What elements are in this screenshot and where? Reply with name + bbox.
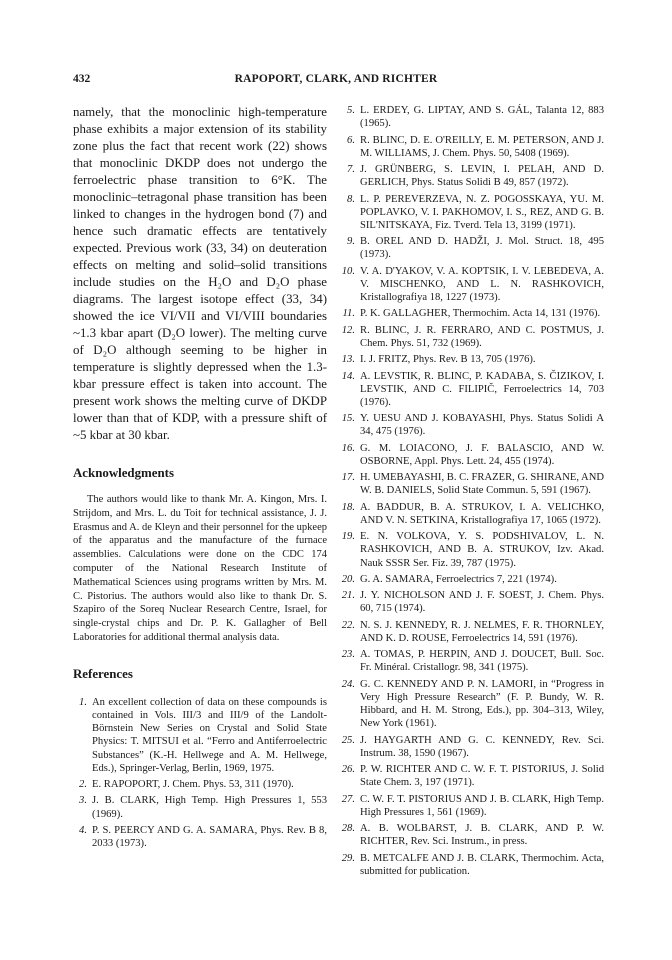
reference-number: 12. — [341, 324, 355, 336]
running-head: RAPOPORT, CLARK, AND RICHTER — [234, 73, 438, 85]
reference-text: Y. UESU AND J. KOBAYASHI, Phys. Status Solidi A 34, 475 (1976). — [360, 413, 604, 438]
reference-text: I. J. FRITZ, Phys. Rev. B 13, 705 (1976). — [360, 354, 536, 366]
reference-item — [341, 412, 604, 438]
reference-text: G. A. SAMARA, Ferroelectrics 7, 221 (1974). — [360, 573, 557, 585]
reference-item — [341, 678, 604, 731]
left-column — [73, 104, 327, 853]
reference-text: H. UMEBAYASHI, B. C. FRAZER, G. SHIRANE, AND W. B. DANIELS, Solid State Commun. 5, 591 (1967). — [360, 472, 604, 497]
reference-text: J. HAYGARTH AND G. C. KENNEDY, Rev. Sci. Instrum. 38, 1590 (1967). — [360, 734, 604, 759]
reference-number: 10. — [341, 265, 355, 277]
reference-text: B. METCALFE AND J. B. CLARK, Thermochim. Acta, submitted for publication. — [360, 852, 604, 877]
reference-item — [341, 822, 604, 848]
reference-text: A. LEVSTIK, R. BLINC, P. KADABA, S. ČIZIKOV, I. LEVSTIK, AND C. FILIPIČ, Ferroelectrics 14, 703 (1976). — [360, 370, 604, 408]
reference-number: 26. — [341, 764, 355, 776]
reference-item — [341, 235, 604, 261]
body-paragraph: namely, that the monoclinic high-temperature phase exhibits a major extension of its stability zone plus the fact that recent work (22) shows that monoclinic DKDP does not undergo the ferroelectric phase transition to 6°K. The monoclinic–tetragonal phase transition has been linked to changes in the hydrogen bond (7) and hence such dramatic effects are tentatively expected. Previous work (33, 34) on deuteration effects on melting and solid–solid transitions include studies on the H₂O and D₂O phase diagrams. The largest isotope effect (33, 34) showed the ice VI/VII and VI/VIII boundaries ~1.3 kbar apart (D₂O lower). The melting curve of D₂O although seeming to be higher in temperature is slightly depressed when the 1.3-kbar pressure effect is taken into account. The present work shows the melting curve of DKDP lower than that of KDP, with a pressure shift of ~5 kbar at 30 kbar. — [73, 105, 327, 442]
reference-item — [341, 193, 604, 233]
reference-text: P. K. GALLAGHER, Thermochim. Acta 14, 131 (1976). — [360, 308, 601, 320]
reference-number: 6. — [347, 134, 355, 146]
reference-item — [341, 619, 604, 645]
reference-number: 24. — [341, 678, 355, 690]
reference-text: E. N. VOLKOVA, Y. S. PODSHIVALOV, L. N. RASHKOVICH, AND B. A. STRUKOV, Izv. Akad. Nauk SSSR Ser. Fiz. 39, 787 (1975). — [360, 531, 604, 569]
reference-text: N. S. J. KENNEDY, R. J. NELMES, F. R. THORNLEY, AND K. D. ROUSE, Ferroelectrics 14, 591 (1976). — [360, 619, 604, 644]
reference-text: V. A. D'YAKOV, V. A. KOPTSIK, I. V. LEBEDEVA, A. V. MISCHENKO, AND L. N. RASHKOVICH, Kristallografiya 18, 1227 (1973). — [360, 265, 604, 304]
reference-item — [341, 307, 604, 320]
reference-item — [341, 471, 604, 497]
reference-text: P. W. RICHTER AND C. W. F. T. PISTORIUS, J. Solid State Chem. 3, 197 (1971). — [360, 764, 604, 789]
reference-number: 8. — [347, 193, 355, 205]
reference-number: 7. — [347, 164, 355, 175]
reference-text: J. B. CLARK, High Temp. High Pressures 1, 553 (1969). — [92, 795, 327, 820]
reference-number: 28. — [341, 823, 355, 835]
reference-text: J. GRÜNBERG, S. LEVIN, I. PELAH, AND D. GERLICH, Phys. Status Solidi B 49, 857 (1972). — [360, 164, 604, 189]
reference-text: A. TOMAS, P. HERPIN, AND J. DOUCET, Bull. Soc. Fr. Minéral. Cristallogr. 98, 341 (1975). — [360, 649, 604, 674]
reference-text: R. BLINC, J. R. FERRARO, AND C. POSTMUS, J. Chem. Phys. 51, 732 (1969). — [360, 324, 604, 349]
reference-item — [341, 265, 604, 305]
reference-number: 27. — [341, 793, 355, 805]
reference-number: 5. — [347, 105, 355, 116]
reference-number: 29. — [341, 852, 355, 864]
acknowledgments-text: The authors would like to thank Mr. A. Kingon, Mrs. I. Strijdom, and Mrs. L. du Toit for technical assistance, J. J. Erasmus and A. de Kleyn and their personnel for the upkeep of the apparatus and the manufacture of the furnace assemblies. Calculations were done on the CDC 174 computer of the National Research Institute of Mathematical Sciences using programs written by Mrs. M. C. Pistorius. The authors would also like to thank Dr. S. Szapiro of the Soreq Nuclear Research Centre, Israel, for single-crystal chips and Dr. P. K. Gallagher of Bell Laboratories for additional thermal analysis data. — [73, 494, 327, 643]
reference-number: 25. — [341, 734, 355, 746]
page-number: 432 — [73, 73, 91, 85]
right-column — [341, 104, 604, 881]
reference-number: 14. — [341, 370, 355, 382]
acknowledgments-heading: Acknowledgments — [73, 466, 174, 480]
reference-number: 1. — [79, 696, 87, 708]
reference-item — [341, 763, 604, 789]
reference-text: A. BADDUR, B. A. STRUKOV, I. A. VELICHKO, AND V. N. SETKINA, Kristallografiya 17, 1065 (1972). — [360, 501, 604, 526]
reference-number: 17. — [341, 472, 355, 484]
reference-text: E. RAPOPORT, J. Chem. Phys. 53, 311 (1970). — [92, 779, 294, 791]
reference-item — [341, 648, 604, 674]
reference-number: 18. — [341, 501, 355, 513]
reference-item — [341, 104, 604, 130]
reference-text: J. Y. NICHOLSON AND J. F. SOEST, J. Chem. Phys. 60, 715 (1974). — [360, 590, 604, 615]
reference-item — [341, 353, 604, 366]
reference-text: P. S. PEERCY AND G. A. SAMARA, Phys. Rev. B 8, 2033 (1973). — [92, 824, 327, 850]
reference-item — [341, 134, 604, 160]
reference-text: G. M. LOIACONO, J. F. BALASCIO, AND W. OSBORNE, Appl. Phys. Lett. 24, 455 (1974). — [360, 442, 604, 467]
reference-item — [341, 370, 604, 410]
reference-text: R. BLINC, D. E. O'REILLY, E. M. PETERSON, AND J. M. WILLIAMS, J. Chem. Phys. 50, 5408 (1969). — [360, 134, 604, 159]
reference-item — [73, 824, 327, 850]
reference-number: 15. — [341, 413, 355, 425]
reference-number: 3. — [79, 795, 87, 807]
reference-number: 9. — [347, 236, 355, 248]
reference-number: 4. — [79, 824, 87, 836]
reference-list-left — [73, 696, 327, 851]
reference-text: B. OREL AND D. HADŽI, J. Mol. Struct. 18, 495 (1973). — [360, 236, 604, 261]
reference-item — [341, 163, 604, 189]
reference-item — [341, 573, 604, 586]
reference-number: 19. — [341, 531, 355, 543]
references-heading: References — [73, 666, 133, 681]
reference-item — [341, 530, 604, 570]
reference-number: 2. — [79, 779, 87, 791]
reference-item — [341, 852, 604, 878]
reference-number: 20. — [341, 573, 355, 585]
reference-text: C. W. F. T. PISTORIUS AND J. B. CLARK, High Temp. High Pressures 1, 561 (1969). — [360, 793, 604, 818]
reference-item — [341, 501, 604, 527]
reference-item — [341, 442, 604, 468]
reference-item — [341, 793, 604, 819]
reference-item — [73, 778, 327, 791]
reference-item — [341, 324, 604, 350]
reference-number: 16. — [341, 442, 355, 454]
reference-number: 21. — [341, 590, 355, 602]
reference-text: L. ERDEY, G. LIPTAY, AND S. GÁL, Talanta 12, 883 (1965). — [360, 105, 604, 130]
reference-text: G. C. KENNEDY AND P. N. LAMORI, in “Progress in Very High Pressure Research” (F. P. Bundy, W. R. Hibbard, and H. M. Strong, Eds.), pp. 304–313, Wiley, New York (1961). — [360, 678, 604, 730]
page-header — [73, 73, 599, 87]
reference-number: 13. — [341, 354, 355, 366]
reference-list-right — [341, 104, 604, 878]
reference-text: L. P. PEREVERZEVA, N. Z. POGOSSKAYA, YU. M. POPLAVKO, V. I. PAKHOMOV, I. S., REZ, AND G. B. SIL'NITSKAYA, Fiz. Tverd. Tela 13, 3199 (1971). — [360, 193, 604, 231]
reference-number: 23. — [341, 649, 355, 661]
reference-number: 11. — [342, 308, 355, 320]
reference-item — [341, 589, 604, 615]
reference-text: An excellent collection of data on these compounds is contained in Vols. III/3 and III/9 of the Landolt-Börnstein New Series on Crystal and Solid State Physics: T. MITSUI et al. “Ferro and Antiferroelectric Substances” (K.-H. Hellwege and A. M. Hellwege, Eds.), Springer-Verlag, Berlin, 1969, 1975. — [92, 696, 327, 774]
reference-item — [73, 794, 327, 820]
reference-item — [341, 734, 604, 760]
reference-text: A. B. WOLBARST, J. B. CLARK, AND P. W. RICHTER, Rev. Sci. Instrum., in press. — [360, 823, 604, 848]
reference-number: 22. — [341, 619, 355, 631]
reference-item — [73, 696, 327, 775]
